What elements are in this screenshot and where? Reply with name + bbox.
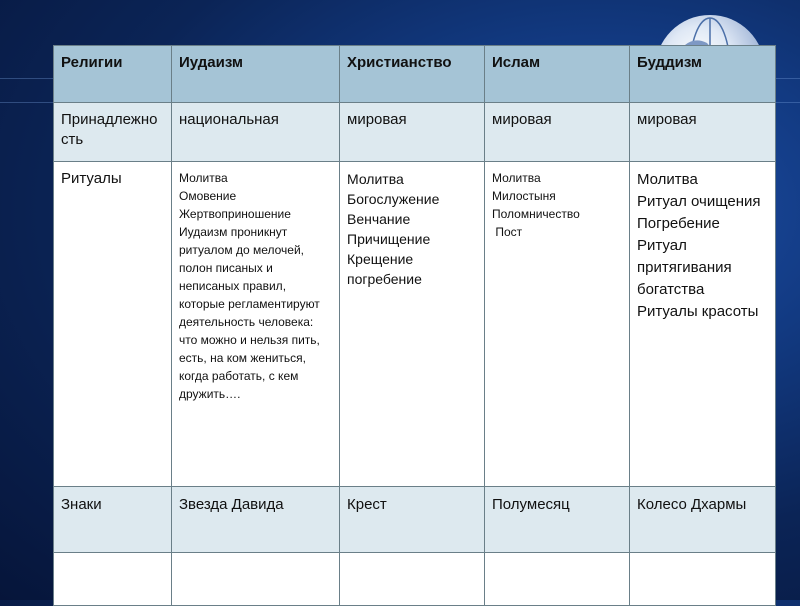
row-label-belonging: Принадлежность xyxy=(54,103,172,162)
ritual-item: Причищение xyxy=(347,231,431,247)
ritual-item: Молитва xyxy=(179,171,228,185)
ritual-item: Молитва xyxy=(492,171,541,185)
header-row xyxy=(54,46,776,103)
empty-cell xyxy=(340,553,485,606)
header-judaism: Иудаизм xyxy=(172,46,340,103)
ritual-item: Ритуал притягивания богатства xyxy=(637,237,732,298)
ritual-item: Жертвоприношение xyxy=(179,207,291,221)
cell-buddhism-rituals xyxy=(630,162,776,487)
cell-islam-belonging: мировая xyxy=(485,103,630,162)
ritual-item: Ритуалы красоты xyxy=(637,303,759,320)
cell-buddhism-belonging: мировая xyxy=(630,103,776,162)
table-row-empty xyxy=(54,553,776,606)
cell-buddhism-sign: Колесо Дхармы xyxy=(630,487,776,553)
cell-islam-rituals xyxy=(485,162,630,487)
header-islam: Ислам xyxy=(485,46,630,103)
ritual-item: погребение xyxy=(347,271,422,287)
cell-christianity-sign: Крест xyxy=(340,487,485,553)
ritual-item: Омовение xyxy=(179,189,237,203)
ritual-item: Венчание xyxy=(347,211,411,227)
ritual-item: Крещение xyxy=(347,251,414,267)
table-row-belonging xyxy=(54,103,776,162)
row-label-signs: Знаки xyxy=(54,487,172,553)
empty-cell xyxy=(172,553,340,606)
header-religions: Религии xyxy=(54,46,172,103)
cell-judaism-belonging: национальная xyxy=(172,103,340,162)
cell-judaism-rituals xyxy=(172,162,340,487)
header-christianity: Христианство xyxy=(340,46,485,103)
cell-christianity-rituals xyxy=(340,162,485,487)
empty-cell xyxy=(54,553,172,606)
ritual-description: Иудаизм проникнут ритуалом до мелочей, полон писаных и неписаных правил, которые регламентируют деятельность человека: что можно и нельзя пить, есть, на ком жениться, когда работать, с кем дружить…. xyxy=(179,225,320,401)
ritual-item: Поломничество xyxy=(492,207,580,221)
ritual-item: Молитва xyxy=(347,171,404,187)
table-row-rituals xyxy=(54,162,776,487)
empty-cell xyxy=(630,553,776,606)
ritual-item: Молитва xyxy=(637,171,698,188)
cell-christianity-belonging: мировая xyxy=(340,103,485,162)
ritual-item: Пост xyxy=(492,225,523,239)
cell-islam-sign: Полумесяц xyxy=(485,487,630,553)
religions-table xyxy=(53,45,776,606)
ritual-item: Погребение xyxy=(637,215,720,232)
table-row-signs xyxy=(54,487,776,553)
ritual-item: Ритуал очищения xyxy=(637,193,761,210)
header-buddhism: Буддизм xyxy=(630,46,776,103)
row-label-rituals: Ритуалы xyxy=(54,162,172,487)
ritual-item: Милостыня xyxy=(492,189,556,203)
cell-judaism-sign: Звезда Давида xyxy=(172,487,340,553)
ritual-item: Богослужение xyxy=(347,191,440,207)
empty-cell xyxy=(485,553,630,606)
